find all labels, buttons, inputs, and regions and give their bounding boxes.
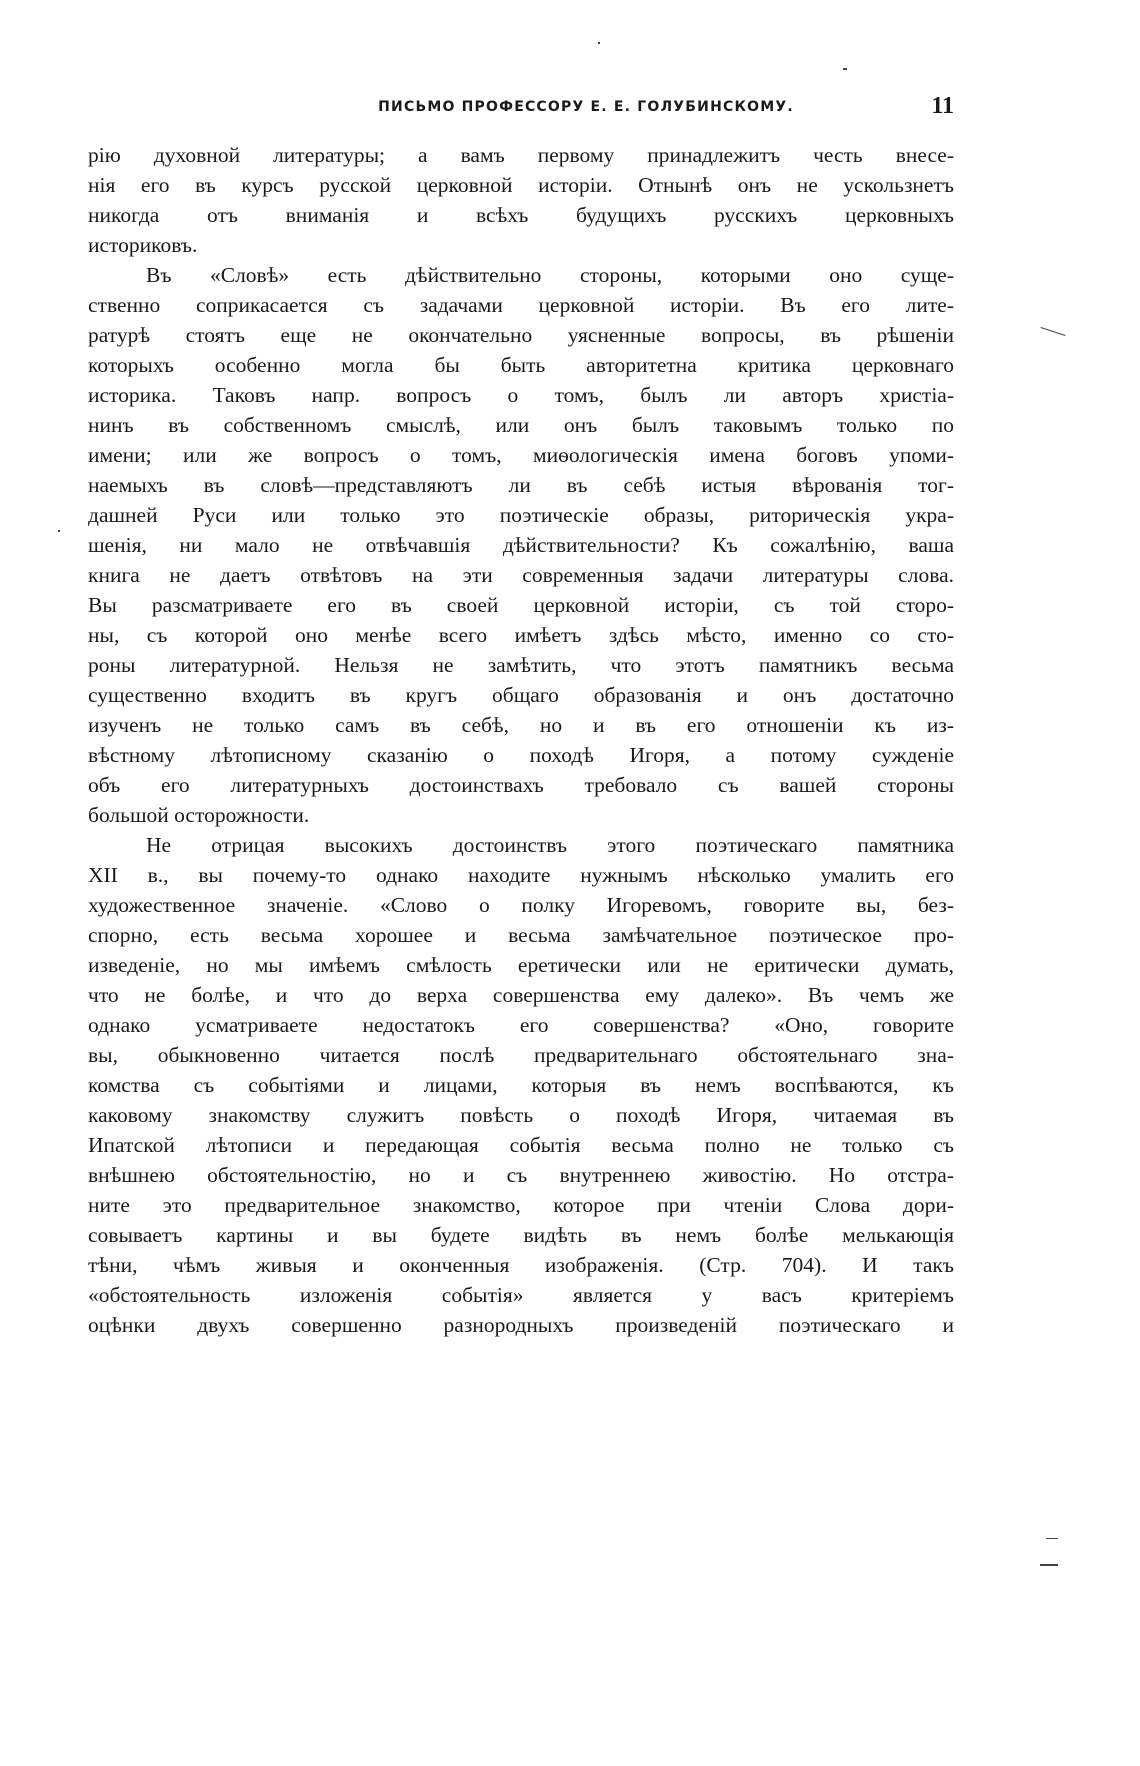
text-line: ственно соприкасается съ задачами церковной исторіи. Въ его лите- (88, 293, 954, 317)
scan-speck (1040, 327, 1065, 336)
text-line: историка. Таковъ напр. вопросъ о томъ, былъ ли авторъ христіа- (88, 383, 954, 407)
paragraph-start: Въ «Словѣ» есть дѣйствительно стороны, которыми оно суще- (146, 263, 954, 287)
text-line: внѣшнею обстоятельностію, но и съ внутреннею живостію. Но отстра- (88, 1163, 954, 1187)
paragraph-start: Не отрицая высокихъ достоинствъ этого поэтическаго памятника (146, 833, 954, 857)
text-line: имени; или же вопросъ о томъ, миѳологическія имена боговъ упоми- (88, 443, 954, 467)
text-line: комства съ событіями и лицами, которыя въ немъ воспѣваются, къ (88, 1073, 954, 1097)
text-line: вѣстному лѣтописному сказанію о походѣ Игоря, а потому сужденіе (88, 743, 954, 767)
running-head (88, 93, 954, 127)
text-line: ните это предварительное знакомство, которое при чтеніи Слова дори- (88, 1193, 954, 1217)
running-title: ПИСЬМО ПРОФЕССОРУ Е. Е. ГОЛУБИНСКОМУ. (378, 99, 794, 115)
text-line: изученъ не только самъ въ себѣ, но и въ его отношеніи къ из- (88, 713, 954, 737)
text-line: каковому знакомству служитъ повѣсть о походѣ Игоря, читаемая въ (88, 1103, 954, 1127)
text-line: однако усматриваете недостатокъ его совершенства? «Оно, говорите (88, 1013, 954, 1037)
text-line: Ипатской лѣтописи и передающая событія весьма полно не только съ (88, 1133, 954, 1157)
text-line: спорно, есть весьма хорошее и весьма замѣчательное поэтическое про- (88, 923, 954, 947)
text-line: тѣни, чѣмъ живыя и оконченныя изображенія. (Стр. 704). И такъ (88, 1253, 954, 1277)
text-line: «обстоятельность изложенія событія» является у васъ критеріемъ (88, 1283, 954, 1307)
text-line: которыхъ особенно могла бы быть авторитетна критика церковнаго (88, 353, 954, 377)
text-line: роны литературной. Нельзя не замѣтить, что этотъ памятникъ весьма (88, 653, 954, 677)
text-line: совываетъ картины и вы будете видѣть въ немъ болѣе мелькающія (88, 1223, 954, 1247)
text-line: оцѣнки двухъ совершенно разнородныхъ произведеній поэтическаго и (88, 1313, 954, 1337)
text-line: книга не даетъ отвѣтовъ на эти современныя задачи литературы слова. (88, 563, 954, 587)
text-line: объ его литературныхъ достоинствахъ требовало съ вашей стороны (88, 773, 954, 797)
text-line: ны, съ которой оно менѣе всего имѣетъ здѣсь мѣсто, именно со сто- (88, 623, 954, 647)
text-line: XII в., вы почему-то однако находите нужнымъ нѣсколько умалить его (88, 863, 954, 887)
text-line: вы, обыкновенно читается послѣ предварительнаго обстоятельнаго зна- (88, 1043, 954, 1067)
text-line: Вы разсматриваете его въ своей церковной исторіи, съ той сторо- (88, 593, 954, 617)
text-line: ратурѣ стоятъ еще не окончательно уясненные вопросы, въ рѣшеніи (88, 323, 954, 347)
text-line: изведеніе, но мы имѣемъ смѣлость еретически или не еритически думать, (88, 953, 954, 977)
text-line: нинъ въ собственномъ смыслѣ, или онъ былъ таковымъ только по (88, 413, 954, 437)
text-line: что не болѣе, и что до верха совершенства ему далеко». Въ чемъ же (88, 983, 954, 1007)
body-text (88, 140, 954, 1340)
scan-speck (1046, 1538, 1058, 1539)
scan-speck (843, 68, 847, 70)
page-number: 11 (931, 93, 954, 119)
text-line: нія его въ курсъ русской церковной исторіи. Отнынѣ онъ не ускользнетъ (88, 173, 954, 197)
text-line: художественное значеніе. «Слово о полку Игоревомъ, говорите вы, без- (88, 893, 954, 917)
text-line: историковъ. (88, 233, 198, 257)
text-line: рію духовной литературы; а вамъ первому принадлежитъ честь внесе- (88, 143, 954, 167)
text-line: шенія, ни мало не отвѣчавшія дѣйствительности? Къ сожалѣнію, ваша (88, 533, 954, 557)
text-line: дашней Руси или только это поэтическіе образы, риторическія укра- (88, 503, 954, 527)
text-line: наемыхъ въ словѣ—представляютъ ли въ себѣ истыя вѣрованія тог- (88, 473, 954, 497)
scan-speck (1040, 1564, 1058, 1566)
text-line: никогда отъ вниманія и всѣхъ будущихъ русскихъ церковныхъ (88, 203, 954, 227)
text-line: существенно входитъ въ кругъ общаго образованія и онъ достаточно (88, 683, 954, 707)
scan-speck (598, 42, 600, 44)
scan-speck (58, 530, 60, 532)
text-line: большой осторожности. (88, 803, 310, 827)
